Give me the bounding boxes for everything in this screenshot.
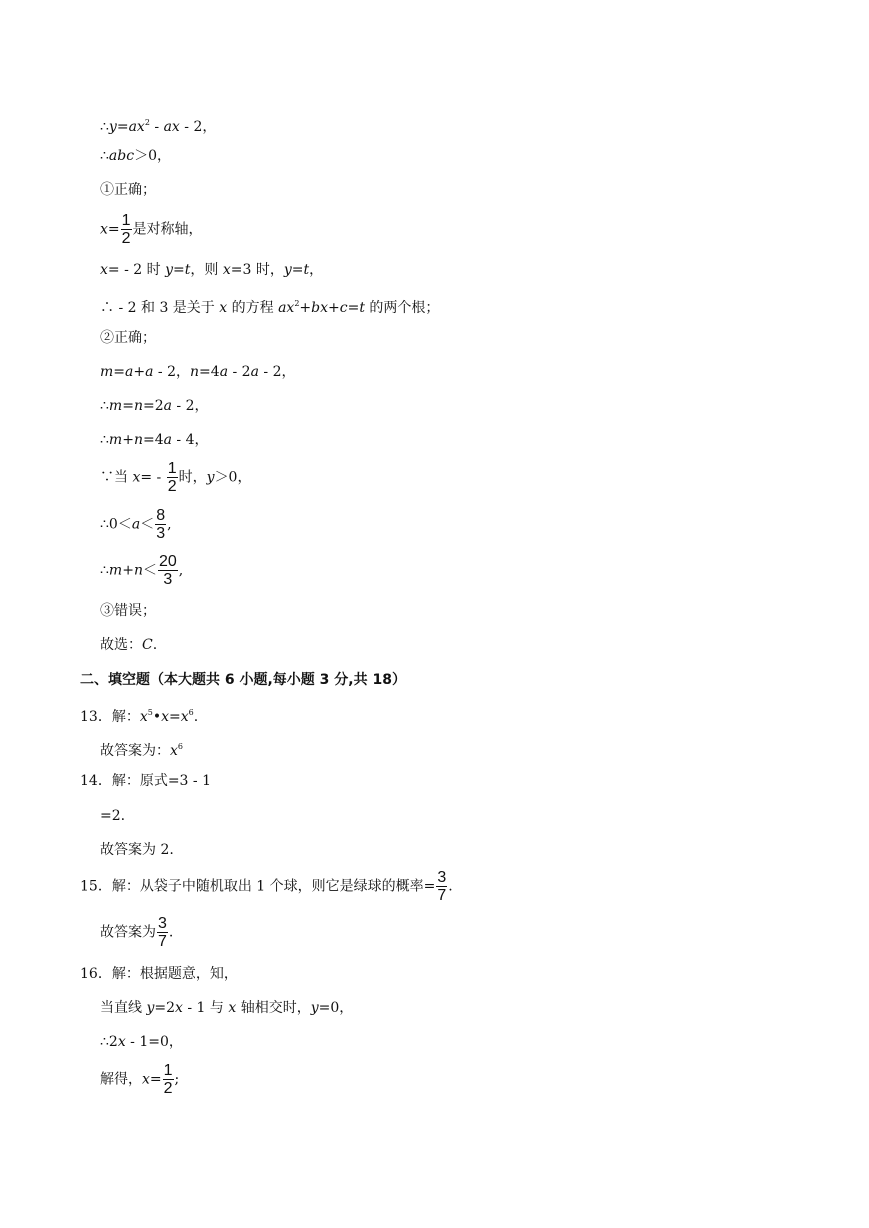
q13-answer: 故答案为：$x^6$: [100, 742, 183, 759]
q14-answer: 故答案为 2.: [100, 842, 174, 858]
line-10: ∴m+n=4a - 4，: [100, 432, 209, 448]
line-6: ∴ - 2 和 3 是关于 x 的方程 $ax^2+bx+c=t$ 的两个根；: [100, 299, 440, 316]
line-15: 故选：C.: [100, 637, 158, 653]
section-heading: 二、填空题（本大题共 6 小题,每小题 3 分,共 18）: [80, 672, 406, 688]
line-4: x= $\frac{1}{2}$ 是对称轴，: [100, 212, 203, 247]
q16-line4: 解得，x= $\frac{1}{2}$ ;: [100, 1062, 180, 1097]
line-2: ∴abc＞0，: [100, 148, 171, 164]
line-13: ∴m+n＜ $\frac{20}{3}$ ,: [100, 553, 184, 588]
q15-answer: 故答案为 $\frac{3}{7}$ .: [100, 915, 174, 950]
line-11: ∵当 x= - $\frac{1}{2}$ 时，y＞0，: [100, 460, 252, 495]
fraction: $\frac{1}{2}$: [163, 1062, 173, 1097]
line-7: ②正确；: [100, 330, 156, 346]
fraction: $\frac{1}{2}$: [121, 212, 131, 247]
line-14: ③错误；: [100, 603, 156, 619]
q13: 13．解：$x^5•x=x^6$.: [80, 708, 199, 725]
line-1: $\therefore y=ax^2$ - ax - 2，: [100, 118, 217, 135]
q16: 16．解：根据题意，知，: [80, 966, 238, 982]
q15: 15．解：从袋子中随机取出 1 个球，则它是绿球的概率= $\frac{3}{7}$ .: [80, 869, 453, 904]
q14: 14．解：原式=3 - 1: [80, 773, 211, 789]
line-9: ∴m=n=2a - 2，: [100, 398, 209, 414]
line-5: x= - 2 时 y=t，则 x=3 时，y=t，: [100, 262, 324, 278]
line-8: m=a+a - 2，n=4a - 2a - 2，: [100, 364, 296, 380]
q16-line2: 当直线 y=2x - 1 与 x 轴相交时，y=0，: [100, 1000, 354, 1016]
fraction: $\frac{8}{3}$: [156, 507, 166, 542]
fraction: $\frac{3}{7}$: [437, 869, 447, 904]
fraction: $\frac{1}{2}$: [167, 460, 177, 495]
line-3: ①正确；: [100, 182, 156, 198]
q14-line2: =2.: [100, 808, 126, 824]
line-12: ∴0＜a＜ $\frac{8}{3}$ ,: [100, 507, 172, 542]
fraction: $\frac{3}{7}$: [158, 915, 167, 950]
fraction: $\frac{20}{3}$: [158, 553, 177, 588]
q16-line3: ∴2x - 1=0，: [100, 1034, 183, 1050]
